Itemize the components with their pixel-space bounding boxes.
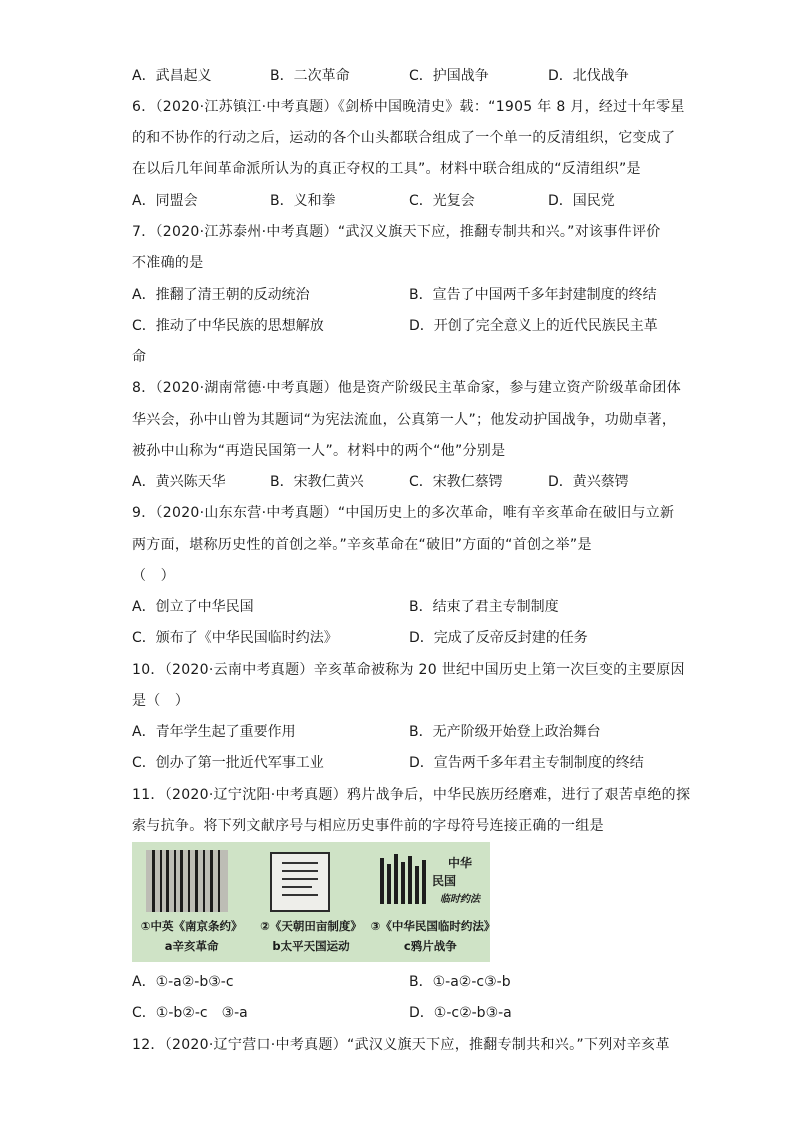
q5-option-a: A．武昌起义 [132, 68, 212, 84]
q11-stem-line: 索与抗争。将下列文献序号与相应历史事件前的字母符号连接正确的一组是 [132, 818, 604, 834]
figure-caption: b太平天国运动 [272, 939, 350, 953]
figure-captions-documents [132, 918, 496, 934]
q11-option-d: D．①-c②-b③-a [409, 1005, 512, 1021]
q6-stem-line: 的和不协作的行动之后，运动的各个山头都联合组成了一个单一的反清组织，它变成了 [132, 130, 676, 146]
q6-option-b: B．义和拳 [270, 193, 336, 209]
q7-option-d: D．开创了完全意义上的近代民族民主革 [409, 318, 658, 334]
constitution-title-text: 中华 [448, 856, 473, 870]
q10-stem-line: 10．（2020·云南中考真题）辛亥革命被称为 20 世纪中国历史上第一次巨变的主要原因 [132, 662, 685, 678]
figure-caption: c鸦片战争 [403, 939, 457, 953]
q6-option-a: A．同盟会 [132, 193, 198, 209]
q8-stem-line: 8．（2020·湖南常德·中考真题）他是资产阶级民主革命家，参与建立资产阶级革命团体 [132, 380, 682, 396]
q10-option-d: D．宣告两千多年君主专制制度的终结 [409, 755, 644, 771]
q9-option-c: C．颁布了《中华民国临时约法》 [132, 630, 338, 646]
q7-stem-line: 7．（2020·江苏泰州·中考真题）“武汉义旗天下应，推翻专制共和兴。”对该事件评价 [132, 224, 661, 240]
q8-stem-line: 华兴会，孙中山曾为其题词“为宪法流血，公真第一人”；他发动护国战争，功勋卓著， [132, 412, 677, 428]
q12-stem-line: 12．（2020·辽宁营口·中考真题）“武汉义旗天下应，推翻专制共和兴。”下列对辛亥革 [132, 1037, 670, 1053]
q6-stem-line: 在以后几年间革命派所认为的真正夺权的工具”。材料中联合组成的“反清组织”是 [132, 161, 641, 177]
treaty-document-image [146, 850, 228, 912]
q9-option-d: D．完成了反帝反封建的任务 [409, 630, 588, 646]
q9-option-a: A．创立了中华民国 [132, 599, 254, 615]
q11-option-b: B．①-a②-c③-b [409, 974, 511, 990]
q9-stem-line: 9．（2020·山东东营·中考真题）“中国历史上的多次革命，唯有辛亥革命在破旧与立新 [132, 505, 675, 521]
q9-answer-blank: （ ） [132, 568, 175, 584]
q11-option-a: A．①-a②-b③-c [132, 974, 234, 990]
q8-stem-line: 被孙中山称为“再造民国第一人”。材料中的两个“他”分别是 [132, 443, 506, 459]
constitution-title-text: 临时约法 [440, 894, 480, 905]
q5-option-d: D．北伐战争 [548, 68, 629, 84]
q6-stem-line: 6．（2020·江苏镇江·中考真题）《剑桥中国晚清史》载：“1905 年 8 月，经过十年零星 [132, 99, 685, 115]
q9-option-b: B．结束了君主专制制度 [409, 599, 559, 615]
q10-option-b: B．无产阶级开始登上政治舞台 [409, 724, 601, 740]
q10-option-a: A．青年学生起了重要作用 [132, 724, 296, 740]
q8-option-a: A．黄兴陈天华 [132, 474, 226, 490]
figure-caption: ③《中华民国临时约法》 [370, 919, 496, 933]
figure-caption: a辛亥革命 [164, 939, 219, 953]
q7-option-c: C．推动了中华民族的思想解放 [132, 318, 324, 334]
figure-caption: ②《天朝田亩制度》 [260, 919, 362, 933]
q9-stem-line: 两方面，堪称历史性的首创之举。”辛亥革命在“破旧”方面的“首创之举”是 [132, 537, 592, 553]
q10-option-c: C．创办了第一批近代军事工业 [132, 755, 324, 771]
q7-option-b: B．宣告了中国两千多年封建制度的终结 [409, 287, 657, 303]
q6-option-c: C．光复会 [409, 193, 475, 209]
q7-stem-line: 不准确的是 [132, 255, 204, 271]
q10-stem-line: 是（ ） [132, 693, 190, 709]
q8-option-b: B．宋教仁黄兴 [270, 474, 364, 490]
figure-caption: ①中英《南京条约》 [140, 919, 243, 933]
constitution-title-text: 民国 [432, 874, 457, 888]
q11-document-figure [132, 842, 496, 962]
q5-option-c: C．护国战争 [409, 68, 489, 84]
q7-option-d-wrap: 命 [132, 349, 146, 365]
q5-option-b: B．二次革命 [270, 68, 350, 84]
q7-option-a: A．推翻了清王朝的反动统治 [132, 287, 310, 303]
q6-option-d: D．国民党 [548, 193, 615, 209]
q8-option-c: C．宋教仁蔡锷 [409, 474, 503, 490]
q11-stem-line: 11．（2020·辽宁沈阳·中考真题）鸦片战争后，中华民族历经磨难，进行了艰苦卓绝的探 [132, 787, 691, 803]
provisional-constitution-image [376, 850, 480, 912]
q11-option-c: C．①-b②-c ③-a [132, 1005, 248, 1021]
figure-captions-events [132, 938, 490, 954]
land-system-document-image [270, 852, 330, 912]
q8-option-d: D．黄兴蔡锷 [548, 474, 629, 490]
